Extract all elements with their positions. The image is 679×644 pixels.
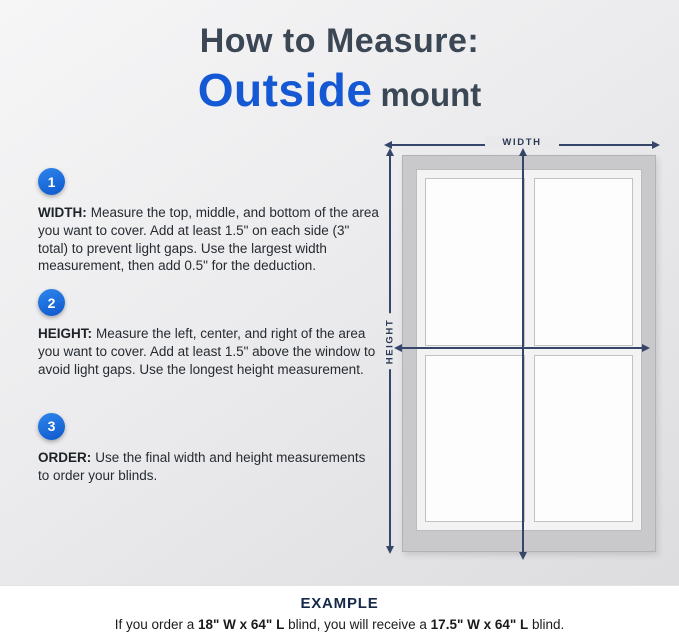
window-panes — [425, 178, 633, 522]
step-3 — [38, 413, 380, 485]
example-suffix: blind. — [528, 617, 565, 632]
window-pane — [425, 178, 525, 346]
arrow-up-icon — [519, 148, 527, 156]
example-mid: blind, you will receive a — [284, 617, 431, 632]
step-1-label: WIDTH: — [38, 205, 87, 220]
page-title — [0, 22, 679, 117]
example-footer — [0, 585, 679, 644]
step-1-badge — [38, 168, 65, 195]
step-2 — [38, 289, 380, 378]
window-pane — [534, 355, 634, 523]
step-1-number: 1 — [47, 173, 56, 190]
example-order-size: 18" W x 64" L — [198, 617, 285, 632]
step-1 — [38, 168, 380, 275]
example-heading: EXAMPLE — [300, 595, 379, 612]
title-rest: mount — [380, 76, 482, 113]
arrow-right-icon — [642, 344, 650, 352]
step-2-label: HEIGHT: — [38, 326, 92, 342]
width-label: WIDTH — [485, 136, 559, 149]
title-line-1: How to Measure: — [199, 22, 480, 60]
step-2-badge — [38, 289, 65, 316]
arrow-down-icon — [519, 552, 527, 560]
window-inner-frame — [416, 169, 642, 531]
arrow-left-icon — [394, 344, 402, 352]
center-vertical-measure-line — [522, 150, 524, 558]
arrow-right-icon — [652, 141, 660, 149]
step-3-number: 3 — [47, 418, 56, 435]
example-receive-size: 17.5" W x 64" L — [430, 617, 529, 632]
step-2-number: 2 — [47, 294, 56, 311]
steps-list — [38, 168, 380, 498]
height-label: HEIGHT — [383, 314, 396, 370]
step-3-label: ORDER: — [38, 449, 92, 465]
height-measure-line — [384, 150, 396, 552]
step-1-text — [38, 204, 380, 275]
center-horizontal-measure-line — [396, 347, 648, 349]
title-line-2 — [0, 63, 679, 117]
step-2-text — [38, 325, 380, 378]
window-pane — [425, 355, 525, 523]
step-3-text — [38, 449, 380, 485]
title-highlight: Outside — [197, 64, 373, 116]
window-frame — [402, 155, 656, 552]
arrow-up-icon — [386, 148, 394, 156]
step-1-body: Measure the top, middle, and bottom of the area you want to cover. Add at least 1.5" on each side (3" total) to prevent light gaps. Use the largest width measurement, then add 0.5" for the deduction. — [38, 205, 379, 274]
width-measure-line — [386, 137, 658, 148]
example-text — [0, 617, 679, 632]
arrow-down-icon — [386, 546, 394, 554]
step-3-badge — [38, 413, 65, 440]
window-pane — [534, 178, 634, 346]
step-2-body: Measure the left, center, and right of the area you want to cover. Add at least 1.5" above the window to avoid light gaps. Use the longest height measurement. — [38, 326, 376, 377]
example-prefix: If you order a — [114, 617, 198, 632]
step-3-body: Use the final width and height measurements to order your blinds. — [38, 449, 366, 483]
